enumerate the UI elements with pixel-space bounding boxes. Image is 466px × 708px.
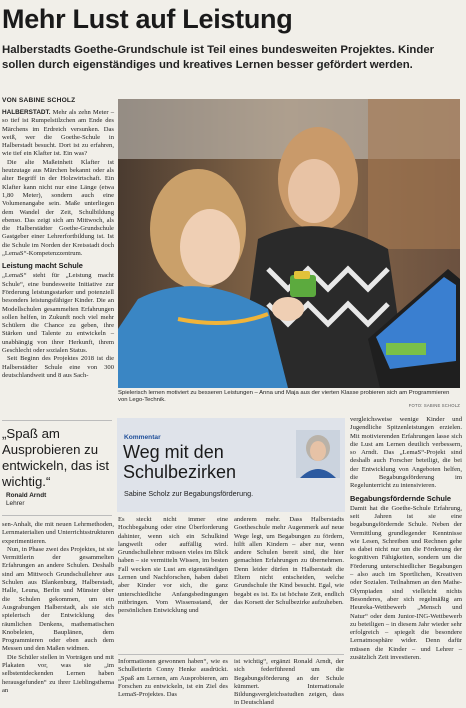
- article-column-bottom-1: Informationen gewonnen haben“, wie es Schulleiterin Conny Henke ausdrückt. „Spaß am Lernen, am Ausprobieren, am Forschen zu entwickeln, ist ein Ziel des LemaS-Projektes. Das: [118, 658, 228, 699]
- photo-caption: Spielerisch lernen motiviert zu besseren Leistungen – Anna und Maja aus der vierten Klasse probieren sich am Programmieren von Lego-Technik.: [118, 390, 450, 404]
- article-column-right: [350, 416, 462, 700]
- article-paragraph: „LemaS“ steht für „Leistung macht Schule“, eine bundesweite Initiative zur Förderung leistungsstarker und potenziell besonders leistungsfähiger Kinder. Die an Modellschulen gesammelten Erfahrungen sollen helfen, in Zukunft noch viel mehr Schülern die Chance zu geben, ihre Stärken und Talente zu entwickeln – unabhängig von ihrer Herkunft, ihrem Geschlecht oder sozialen Status.: [2, 272, 114, 355]
- article-paragraph: HALBERSTADT. Mehr als zehn Meter – so tief ist Rumpelstilzchen am Ende des Märchens im Erdreich versunken. Das weiß, wer die Goethe-Schule in Halberstadt besucht. Dort ist zu erfahren, wie tief ein Klafter ist. Ein was?: [2, 109, 114, 158]
- avatar: [296, 430, 340, 478]
- divider: [118, 654, 344, 655]
- photo-credit: FOTO: SABINE SCHOLZ: [408, 403, 460, 408]
- pull-quote: „Spaß am Ausprobieren zu entwickeln, das ist wichtig.“: [2, 426, 110, 489]
- section-title: Leistung macht Schule: [2, 261, 83, 271]
- article-column-bottom-2: ist wichtig“, ergänzt Ronald Arndt, der sich federführend um die Begabungsförderung an der Schule kümmert. Internationale Bildungsvergleichsstudien zeigen, dass in Deutschland: [234, 658, 344, 707]
- article-paragraph: vergleichsweise wenige Kinder und Jugendliche Spitzenleistungen erzielen. Mit motivierenden Erfahrungen lasse sich die Lust am Lernen deutlich verbessern, so Arndt. Das „LemaS“-Projekt sind deshalb auch Forscher beteiligt, die bei der Entwicklung von Angeboten helfen, die Begabungsförderung im Regelunterricht zu intensivieren.: [350, 416, 462, 490]
- comment-subtitle: Sabine Scholz zur Begabungsförderung.: [124, 489, 254, 498]
- section-title: Begabungsfördernde Schule: [350, 493, 452, 503]
- comment-column-2: anderem mehr. Dass Halberstadts Goetheschule mehr Augenmerk auf neue Wege legt, um Begabungen zu fördern, hilft allen Kindern – aber nur, wenn andere Schulen bereit sind, die hier gemachten Erfahrungen zu übernehmen. Denn leider dürfen in Halberstadt die Eltern nicht entscheiden, welche Grundschule ihr Kind besucht. Egal, wie begabt es ist. Es ist höchste Zeit, endlich das Korsett der Schulbezirke aufzuheben.: [234, 516, 344, 606]
- article-author: VON SABINE SCHOLZ: [2, 97, 76, 104]
- comment-title: Weg mit den Schulbezirken: [123, 442, 237, 482]
- photo-illustration: [118, 99, 460, 388]
- article-photo: [118, 99, 460, 388]
- divider: [2, 515, 112, 516]
- article-paragraph: Damit hat die Goethe-Schule Erfahrung, seit Jahren ist sie eine begabungsfördernde Schule. Neben der Vermittlung grundlegender Kenntnisse wie Lesen, Schreiben und Rechnen gehe es dabei nicht nur um die Förderung der kognitiven Fähigkeiten, sondern um die Förderung unterschiedlicher Begabungen – also auch im Sportlichen, Kreativen oder Sozialen. Teilnahmen an den Mathe-Olympiaden sind vielleicht nichts Besonderes, aber sich regelmäßig am Heureka-Wettbewerb „Mensch und Natur“ oder dem Junior-ING-Wettbewerb zu beteiligen – in diesem Jahr wieder sehr erfolgreich – spiegelt die besondere Lernatmosphäre wider. Denn dafür müssen die Kinder – und Lehrer – zusätzlich Zeit investieren.: [350, 504, 462, 662]
- article-column-left-lower: [2, 521, 114, 699]
- article-column-left: [2, 109, 114, 411]
- dateline: HALBERSTADT.: [2, 109, 51, 116]
- article-subheadline: Halberstadts Goethe-Grundschule ist Teil eines bundesweiten Projektes. Kinder sollen durch eigenständiges und kreatives Lernen besser gefördert werden.: [2, 44, 435, 71]
- article-paragraph: Die Schüler stellen in Vorträgen und mit Plakaten vor, was sie „im selbstentdeckenden Lernen haben herausgefunden“ zu ihrer Lieblingsthema an: [2, 653, 114, 694]
- divider: [2, 420, 112, 421]
- article-paragraph: Nun, in Phase zwei des Projektes, ist sie Vermittlerin der gesammelten Erfahrungen an andere Schulen. Deshalb sind am Mittwoch Grundschullehrer aus Schulen aus Blankenburg, Halberstadt, Halle, Leuna, Berlin und Münster über die Schulen gekommen, um ein Ausgrabungen Halberstadt, als sie sich spielerisch der Entwicklung des räumlichen Denkens, mathematischen Knobeleien, Bauplänen, dem Programmieren oder eben auch dem Messen und den Maßen widmen.: [2, 545, 114, 653]
- comment-column-1: Es steckt nicht immer eine Hochbegabung oder eine Überforderung dahinter, wenn sich ein Schulkind langweilt oder auffällig wird. Grundschullehrer müssen vieles im Blick haben – sie vermitteln Wissen, im besten Fall wecken sie Lust am eigenständigen Lernen und Nachforschen, haben dabei aber Kinder vor sich, die ganz unterschiedliche Anfangsbedingungen mitbringen. Vom Wissensstand, der persönlichen Entwicklung und: [118, 516, 228, 615]
- comment-label: Kommentar: [124, 434, 161, 441]
- quote-author-role: Lehrer: [6, 500, 25, 507]
- quote-author-name: Ronald Arndt: [6, 492, 47, 499]
- author-portrait: [296, 430, 340, 478]
- article-paragraph: Seit Beginn des Projektes 2018 ist die Halberstädter Schule eine von 300 deutschlandweit und 8 aus Sach-: [2, 355, 114, 379]
- article-paragraph: sen-Anhalt, die mit neuen Lehrmethoden, Lernmaterialien und Unterrichtsstrukturen experimentieren.: [2, 521, 114, 545]
- quote-author: [6, 492, 46, 508]
- article-headline: Mehr Lust auf Leistung: [2, 4, 293, 34]
- article-paragraph: Die alte Maßeinheit Klafter ist heutzutage aus Märchen bekannt oder als alter Begriff in der Holzwirtschaft. Ein Klafter kann nicht nur eine Länge (etwa 1,80 Meter), sondern auch eine Volumenangabe sein. Maße unterliegen dem Wandel der Zeit, Schulbildung ebenso. Das zeigt sich am Mittwoch, als die Halberstädter Goethe-Grundschule Gastgeber einer Lehrerfortbildung ist. Ist die Schule im Norden der Kreisstadt doch „LemaS“-Kompetenzzentrum.: [2, 158, 114, 258]
